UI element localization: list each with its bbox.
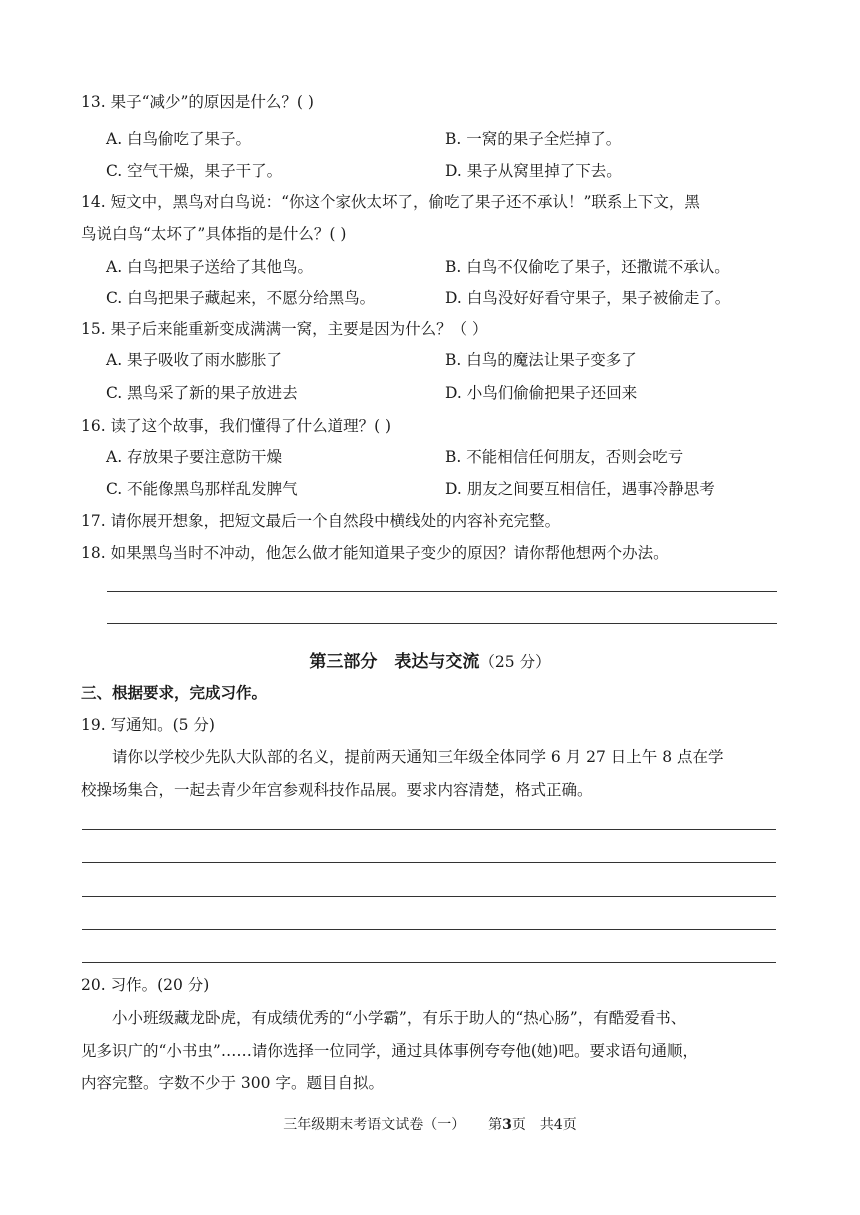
q19-prompt-line1: 请你以学校少先队大队部的名义，提前两天通知三年级全体同学 6 月 27 日上午 8 点在学 — [112, 748, 724, 766]
q16-stem: 16. 读了这个故事，我们懂得了什么道理？( ) — [81, 417, 392, 435]
footer-page-suffix: 页 — [562, 1117, 577, 1133]
q15-stem: 15. 果子后来能重新变成满满一窝，主要是因为什么？（ ） — [81, 320, 488, 338]
q13-option-a: A. 白鸟偷吃了果子。 — [106, 130, 252, 148]
q16-option-c: C. 不能像黑鸟那样乱发脾气 — [106, 480, 298, 498]
answer-line — [107, 591, 777, 592]
q20-prompt-line3: 内容完整。字数不少于 300 字。题目自拟。 — [81, 1074, 384, 1092]
q17-stem: 17. 请你展开想象，把短文最后一个自然段中横线处的内容补充完整。 — [81, 512, 561, 530]
section-three-title: 三、根据要求，完成习作。 — [81, 683, 268, 702]
footer-exam-title: 三年级期末考语文试卷（一） — [283, 1117, 466, 1133]
q13-option-b: B. 一窝的果子全烂掉了。 — [445, 130, 622, 148]
writing-line — [82, 896, 776, 897]
answer-line — [107, 623, 777, 624]
q13-option-c: C. 空气干燥，果子干了。 — [106, 162, 283, 180]
q14-option-b: B. 白鸟不仅偷吃了果子，还撒谎不承认。 — [445, 258, 730, 276]
q20-stem: 20. 习作。(20 分) — [81, 976, 210, 994]
writing-line — [82, 829, 776, 830]
q19-stem: 19. 写通知。(5 分) — [81, 716, 215, 734]
q13-option-d: D. 果子从窝里掉了下去。 — [445, 162, 622, 180]
q15-option-a: A. 果子吸收了雨水膨胀了 — [106, 351, 283, 369]
page-footer — [0, 1114, 860, 1134]
writing-line — [82, 929, 776, 930]
part3-heading — [0, 647, 860, 672]
q14-option-c: C. 白鸟把果子藏起来，不愿分给黑鸟。 — [106, 289, 376, 307]
q18-stem: 18. 如果黑鸟当时不冲动，他怎么做才能知道果子变少的原因？请你帮他想两个办法。 — [81, 544, 669, 562]
part3-score: （25 分） — [479, 653, 551, 671]
q14-option-d: D. 白鸟没好好看守果子，果子被偷走了。 — [445, 289, 731, 307]
q20-prompt-line1: 小小班级藏龙卧虎，有成绩优秀的“小学霸”，有乐于助人的“热心肠”，有酷爱看书、 — [112, 1009, 687, 1027]
part3-title: 第三部分 表达与交流 — [309, 652, 480, 672]
footer-page-total: 4 — [553, 1117, 563, 1133]
q20-prompt-line2: 见多识广的“小书虫”……请你选择一位同学，通过具体事例夸夸他(她)吧。要求语句通顺， — [81, 1042, 698, 1060]
writing-line — [82, 862, 776, 863]
q16-option-d: D. 朋友之间要互相信任，遇事冷静思考 — [445, 480, 715, 498]
writing-line — [82, 962, 776, 963]
footer-page-prefix: 第 — [488, 1117, 503, 1133]
q15-option-d: D. 小鸟们偷偷把果子还回来 — [445, 384, 638, 402]
footer-page-mid: 页 共 — [511, 1117, 554, 1133]
q14-stem-line1: 14. 短文中，黑鸟对白鸟说：“你这个家伙太坏了，偷吃了果子还不承认！”联系上下文，黑 — [81, 193, 700, 211]
q16-option-b: B. 不能相信任何朋友，否则会吃亏 — [445, 448, 684, 466]
q15-option-b: B. 白鸟的魔法让果子变多了 — [445, 351, 637, 369]
q16-option-a: A. 存放果子要注意防干燥 — [106, 448, 283, 466]
footer-page-number: 3 — [502, 1117, 512, 1133]
q15-option-c: C. 黑鸟采了新的果子放进去 — [106, 384, 298, 402]
q14-option-a: A. 白鸟把果子送给了其他鸟。 — [106, 258, 314, 276]
q13-stem: 13. 果子“减少”的原因是什么？( ) — [81, 93, 314, 111]
q14-stem-line2: 鸟说白鸟“太坏了”具体指的是什么？( ) — [81, 225, 347, 243]
q19-prompt-line2: 校操场集合，一起去青少年宫参观科技作品展。要求内容清楚，格式正确。 — [81, 781, 593, 799]
